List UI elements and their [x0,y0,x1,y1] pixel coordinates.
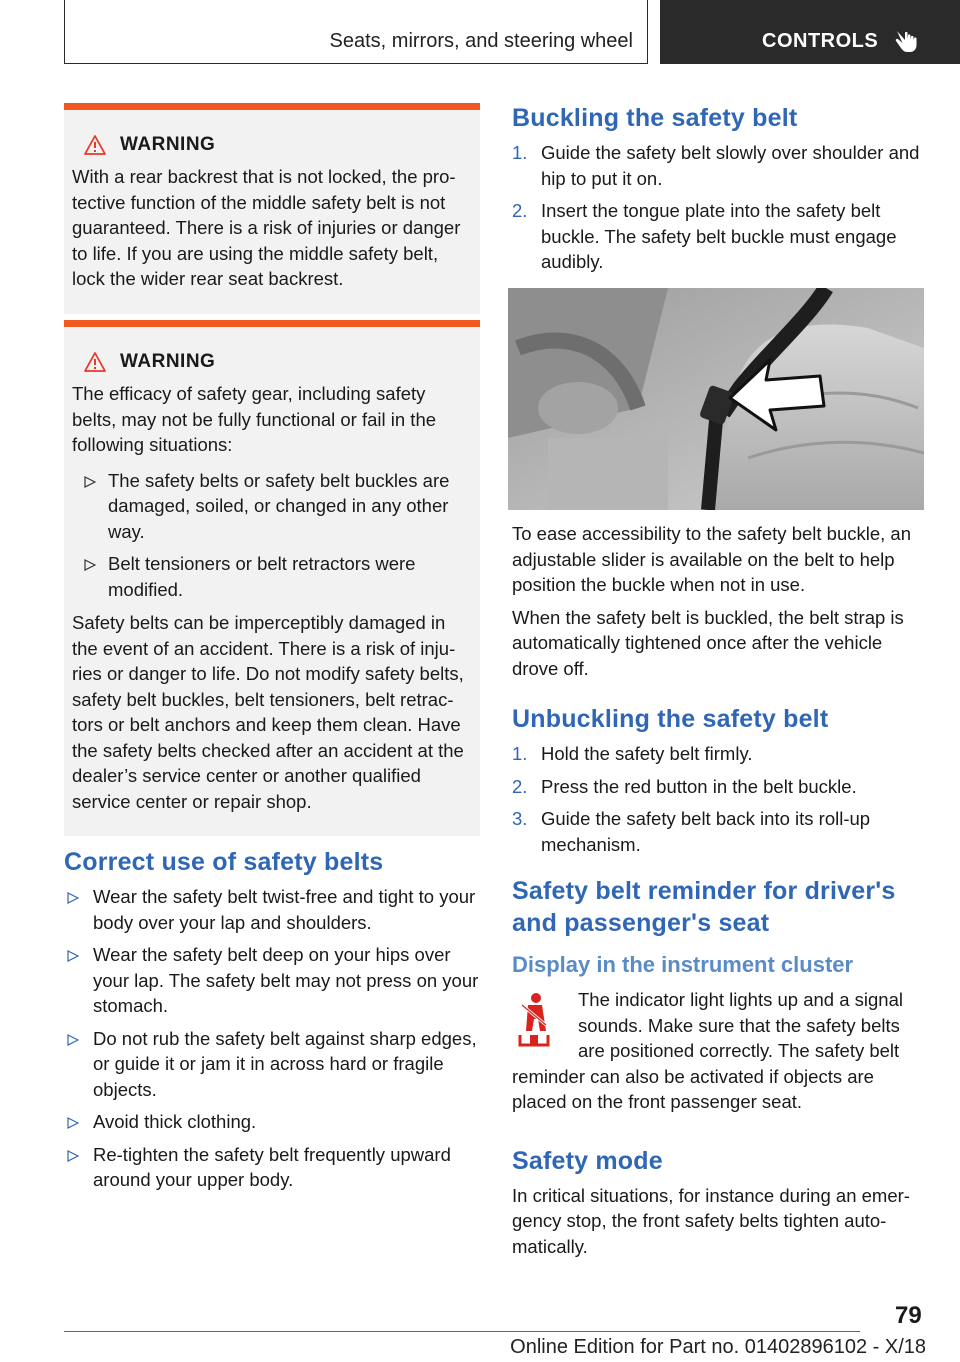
list-item: Avoid thick clothing. [64,1109,480,1135]
warning-text: With a rear backrest that is not locked, the pro-tective function of the middle safety belt is not guaranteed. There is a risk of injuries or danger to life. If you are using the middle safety belt, lock the wider rear seat backrest. [72,166,461,289]
section-heading: Correct use of safety belts [64,848,384,876]
chapter-label: CONTROLS [762,30,879,52]
seat-belt-buckle-photo [508,288,924,510]
triangle-bullet-icon [67,892,79,904]
warning-outro: Safety belts can be imperceptibly damaged in the event of an accident. There is a risk of inju-ries or danger to life. Do not modify safety belts, safety belt buckles, belt tensioners, belt retrac-tors or belt anchors and keep them clean. Have the safety belts checked after an accident at the dealer’s service center or another qualified service center or repair shop. [72,612,464,812]
list-item: Do not rub the safety belt against sharp edges, or guide it or jam it in across hard or fragile objects. [64,1026,480,1103]
indicator-text: The indicator light lights up and a signal sounds. Make sure that the safety belts are positioned correctly. The safety belt reminder can also be activated if objects are placed on the front passenger seat. [512,989,903,1112]
section-heading: Unbuckling the safety belt [512,705,829,733]
warning-intro: The efficacy of safety gear, including safety belts, may not be fully functional or fail in the following situations: [72,383,437,455]
warning-list [72,468,472,603]
paragraph: To ease accessibility to the safety belt buckle, an adjustable slider is available on the belt to help position the buckle when not in use. [512,523,911,595]
warning-heading: WARNING [84,134,472,156]
seat-belt-warning-icon [512,991,552,1049]
triangle-bullet-icon [67,1117,79,1129]
paragraph: When the safety belt is buckled, the belt strap is automatically tightened once after the vehicle drove off. [512,606,904,679]
list-item: Wear the safety belt twist-free and tight to your body over your lap and shoulders. [64,884,480,935]
list-item: 3. Guide the safety belt back into its roll-up mechanism. [512,808,871,855]
warning-box [64,320,480,836]
hand-pointer-icon [894,26,920,54]
right-column-lower [512,521,930,1266]
section-heading: Buckling the safety belt [512,104,798,132]
list-item: The safety belts or safety belt buckles are damaged, soiled, or changed in any other way. [72,468,472,545]
buckling-section [512,102,926,285]
paragraph: In critical situations, for instance during an emer-gency stop, the front safety belts tighten auto-matically. [512,1184,910,1257]
page-number: 79 [895,1302,922,1329]
warning-triangle-icon [84,352,106,372]
footer-divider [64,1331,860,1332]
edition-footer: Online Edition for Part no. 01402896102 - X/18 [510,1336,926,1358]
running-header [64,0,648,64]
list-item: 2. Insert the tongue plate into the safety belt buckle. The safety belt buckle must engage audibly. [512,200,897,272]
indicator-description [512,987,930,1115]
chapter-tab [660,0,960,64]
correct-use-section [64,846,480,1200]
warning-heading: WARNING [84,351,472,373]
subsection-heading: Display in the instrument cluster [512,952,854,977]
section-title: Seats, mirrors, and steering wheel [329,30,633,52]
list-item: 1. Hold the safety belt firmly. [512,743,753,764]
triangle-bullet-icon [67,1150,79,1162]
bullet-list [64,884,480,1193]
triangle-bullet-icon [84,559,96,571]
numbered-list [512,140,926,275]
triangle-bullet-icon [67,950,79,962]
list-item: Belt tensioners or belt retractors were modified. [72,551,472,602]
triangle-bullet-icon [67,1034,79,1046]
triangle-bullet-icon [84,476,96,488]
list-item: Re-tighten the safety belt frequently upward around your upper body. [64,1142,480,1193]
numbered-list [512,741,930,857]
list-item: 2. Press the red button in the belt buckle. [512,775,857,797]
section-heading: Safety mode [512,1146,663,1175]
section-heading: Safety belt reminder for driver's and passenger's seat [512,877,896,937]
warning-triangle-icon [84,135,106,155]
seat-belt-illustration [508,288,924,510]
list-item: 1. Guide the safety belt slowly over shoulder and hip to put it on. [512,142,920,189]
warning-box [64,103,480,314]
list-item: Wear the safety belt deep on your hips over your lap. The safety belt may not press on your stomach. [64,942,480,1019]
